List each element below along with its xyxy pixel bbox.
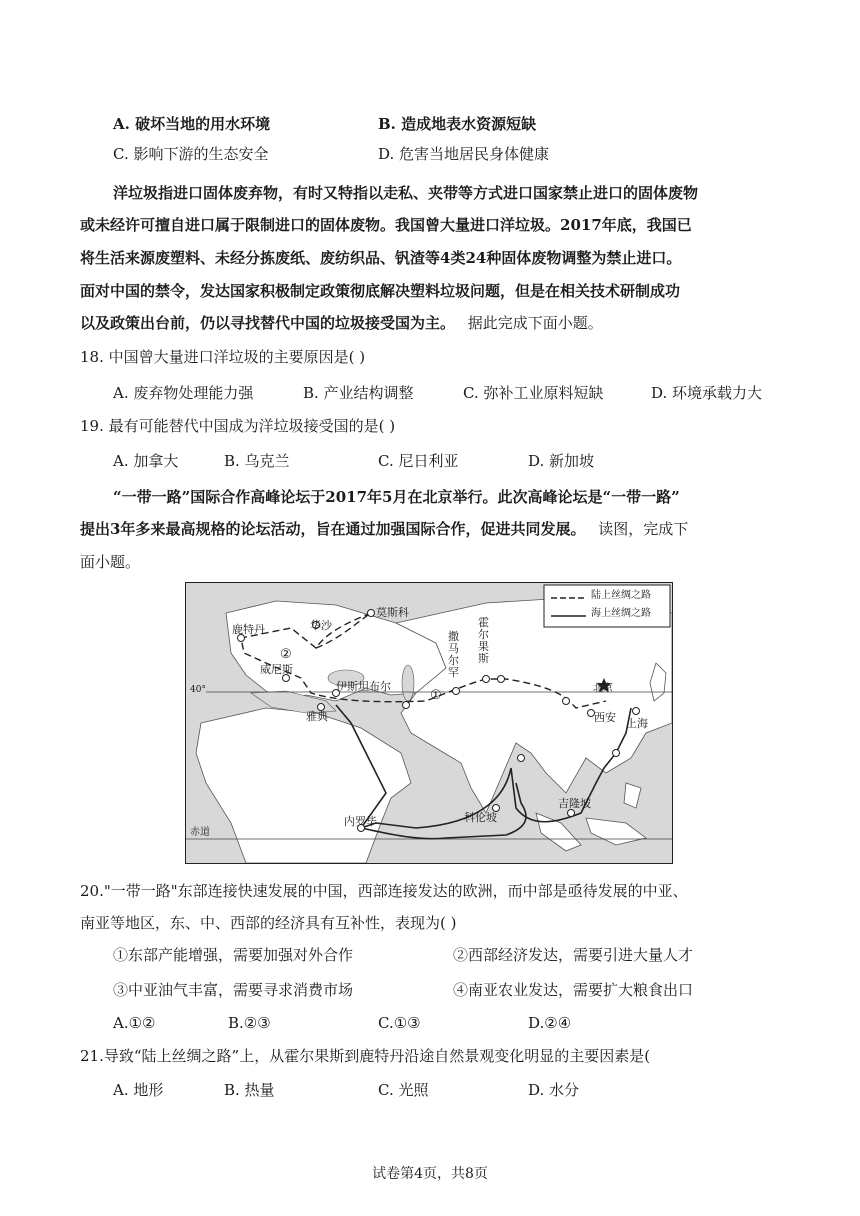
- dot-guangzhou: [613, 750, 620, 757]
- label-circle1: ①: [430, 688, 442, 703]
- dot-samarkand: [453, 688, 460, 695]
- q20-option-a: A.①②: [113, 1014, 156, 1032]
- q18-option-b: B. 产业结构调整: [303, 384, 414, 402]
- label-colombo: 科伦坡: [464, 811, 497, 824]
- q20-stem-line2: 南亚等地区，东、中、西部的经济具有互补性，表现为( ): [80, 914, 457, 932]
- q19-option-b: B. 乌克兰: [224, 452, 290, 470]
- passage2-line2: [80, 519, 688, 539]
- belt-road-map: [185, 582, 673, 864]
- passage1-line2: 或未经许可擅自进口属于限制进口的固体废物。我国曾大量进口洋垃圾。2017年底，我国已: [80, 216, 692, 234]
- label-beijing: 北京: [593, 683, 613, 694]
- label-shanghai: 上海: [626, 717, 648, 730]
- africa-land: [196, 708, 411, 863]
- dot-lanzhou: [563, 698, 570, 705]
- label-circle2: ②: [280, 647, 292, 662]
- q20-statement-2: ②西部经济发达，需要引进大量人才: [453, 946, 694, 964]
- q19-stem: 19. 最有可能替代中国成为洋垃圾接受国的是( ): [80, 417, 396, 435]
- q19-option-d: D. 新加坡: [528, 452, 595, 470]
- passage2-instruction: 读图，完成下: [598, 520, 689, 538]
- label-xian: 西安: [594, 711, 616, 724]
- q21-option-d: D. 水分: [528, 1081, 580, 1099]
- label-istanbul: 伊斯坦布尔: [336, 680, 391, 693]
- passage2-line1: “一带一路”国际合作高峰论坛于2017年5月在北京举行。此次高峰论坛是“一带一路”: [113, 488, 680, 506]
- q20-stem-line1: 20."一带一路"东部连接快速发展的中国，西部连接发达的欧洲，而中部是亟待发展的中亚、: [80, 882, 688, 900]
- label-moscow: 莫斯科: [376, 606, 409, 619]
- label-athens: 雅典: [306, 710, 328, 723]
- legend-land-label: 陆上丝绸之路: [591, 590, 651, 601]
- label-kualalumpur: 吉隆坡: [558, 797, 591, 810]
- q20-option-b: B.②③: [228, 1014, 271, 1032]
- q21-option-a: A. 地形: [113, 1081, 164, 1099]
- passage1-instruction: 据此完成下面小题。: [467, 314, 603, 332]
- q17-option-b: B. 造成地表水资源短缺: [378, 115, 537, 133]
- caspian-sea: [402, 665, 414, 701]
- q21-option-c: C. 光照: [378, 1081, 429, 1099]
- q20-statement-3: ③中亚油气丰富，需要寻求消费市场: [113, 981, 354, 999]
- label-equator: 赤道: [190, 827, 210, 838]
- q19-option-a: A. 加拿大: [113, 452, 179, 470]
- q17-option-c: C. 影响下游的生态安全: [113, 145, 269, 163]
- label-venice: 威尼斯: [260, 663, 293, 676]
- passage1-line1: 洋垃圾指进口固体废弃物，有时又特指以走私、夹带等方式进口国家禁止进口的固体废物: [113, 184, 699, 202]
- q18-stem: 18. 中国曾大量进口洋垃圾的主要原因是( ): [80, 348, 366, 366]
- dot-kolkata: [518, 755, 525, 762]
- label-warsaw: 华沙: [310, 619, 332, 632]
- q20-statement-4: ④南亚农业发达，需要扩大粮食出口: [453, 981, 694, 999]
- asia-land: [396, 598, 672, 813]
- q18-option-c: C. 弥补工业原料短缺: [463, 384, 604, 402]
- label-samarkand: 撒 马 尔 罕: [448, 630, 459, 679]
- q17-option-a: A. 破坏当地的用水环境: [113, 115, 271, 133]
- passage2-line3: 面小题。: [80, 553, 141, 571]
- legend-sea-label: 海上丝绸之路: [591, 608, 651, 619]
- passage1-line4: 面对中国的禁令，发达国家积极制定政策彻底解决塑料垃圾问题，但是在相关技术研制成功: [80, 282, 681, 300]
- page-footer: 试卷第4页，共8页: [372, 1166, 488, 1182]
- q18-option-a: A. 废弃物处理能力强: [113, 384, 254, 402]
- q20-option-c: C.①③: [378, 1014, 421, 1032]
- q19-option-c: C. 尼日利亚: [378, 452, 459, 470]
- label-khorgos: 霍 尔 果 斯: [478, 616, 489, 665]
- label-rotterdam: 鹿特丹: [232, 623, 265, 636]
- dot-khorgos: [483, 676, 490, 683]
- q20-statement-1: ①东部产能增强，需要加强对外合作: [113, 946, 354, 964]
- passage1-line3: 将生活来源废塑料、未经分拣废纸、废纺织品、钒渣等4类24种固体废物调整为禁止进口。: [80, 249, 682, 267]
- label-nairobi: 内罗毕: [344, 815, 377, 828]
- q20-option-d: D.②④: [528, 1014, 572, 1032]
- dot-moscow: [368, 610, 375, 617]
- q21-stem: 21.导致“陆上丝绸之路”上，从霍尔果斯到鹿特丹沿途自然景观变化明显的主要因素是(: [80, 1047, 651, 1065]
- passage1-line5-bold: 以及政策出台前，仍以寻找替代中国的垃圾接受国为主。: [80, 314, 456, 332]
- dot-shanghai: [633, 708, 640, 715]
- passage1-line5: [80, 313, 603, 333]
- dot-central1: [403, 702, 410, 709]
- q21-option-b: B. 热量: [224, 1081, 275, 1099]
- q18-option-d: D. 环境承载力大: [651, 384, 763, 402]
- label-lat40: 40°: [190, 685, 206, 695]
- q17-option-d: D. 危害当地居民身体健康: [378, 145, 550, 163]
- dot-urumqi: [498, 676, 505, 683]
- passage2-line2-bold: 提出3年多来最高规格的论坛活动，旨在通过加强国际合作，促进共同发展。: [80, 520, 586, 538]
